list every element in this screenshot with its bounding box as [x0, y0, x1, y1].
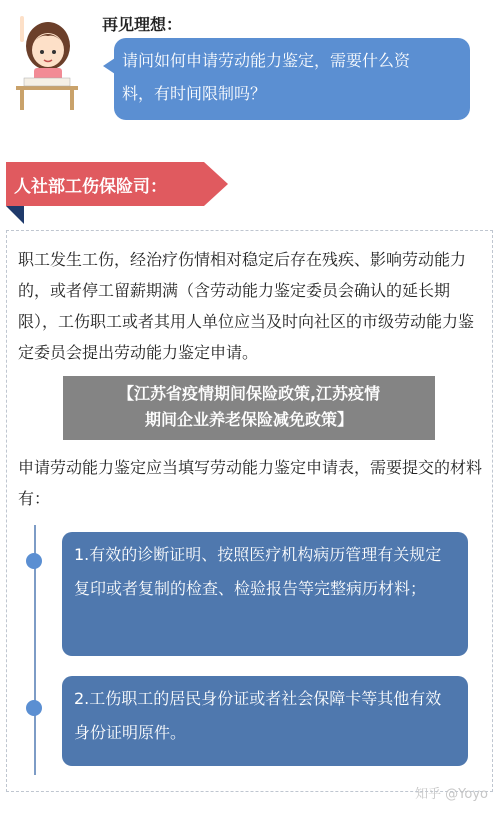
- timeline-dot-2: [26, 700, 42, 716]
- material-item-1: 1.有效的诊断证明、按照医疗机构病历管理有关规定复印或者复制的检查、检验报告等完整病历材料；: [62, 532, 468, 656]
- answer-paragraph-2: 申请劳动能力鉴定应当填写劳动能力鉴定申请表，需要提交的材料有：: [18, 458, 483, 508]
- question-bubble: [114, 38, 470, 120]
- watermark: 知乎 @Yoyo: [415, 787, 488, 802]
- material-item-2: 2.工伤职工的居民身份证或者社会保障卡等其他有效身份证明原件。: [62, 676, 468, 766]
- title-overlay-banner: [63, 376, 435, 440]
- girl-avatar-illustration: [12, 6, 82, 112]
- answer-header-title: 人社部工伤保险司：: [14, 177, 167, 197]
- overlay-line-2: 期间企业养老保险减免政策】: [144, 410, 353, 429]
- overlay-line-1: 【江苏省疫情期间保险政策,江苏疫情: [117, 384, 381, 403]
- question-line-2: 料，有时间限制吗？: [122, 84, 267, 103]
- question-line-1: 请问如何申请劳动能力鉴定，需要什么资: [122, 51, 411, 70]
- answer-paragraph-1: 职工发生工伤，经治疗伤情相对稳定后存在残疾、影响劳动能力的，或者停工留薪期满（含劳动能力鉴定委员会确认的延长期限），工伤职工或者其用人单位应当及时向社区的市级劳动能力鉴定委员会提出劳动能力鉴定申请。: [18, 250, 475, 362]
- timeline-dot-1: [26, 553, 42, 569]
- asker-name: 再见理想：: [102, 15, 183, 34]
